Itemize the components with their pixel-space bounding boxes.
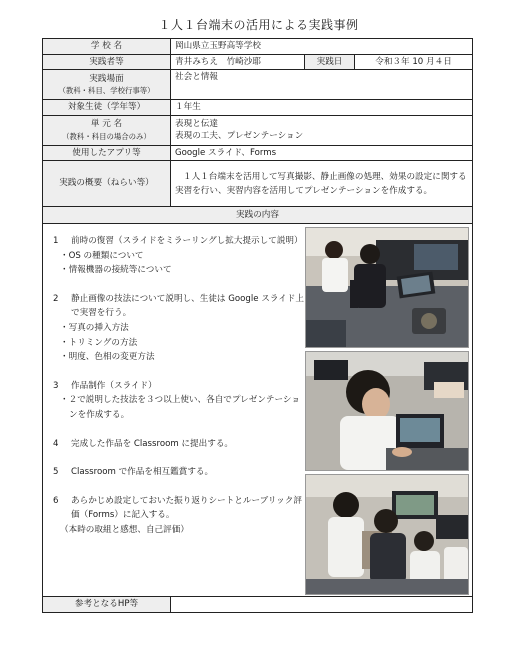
teacher-value: 青井みちえ 竹崎沙耶 bbox=[171, 54, 305, 70]
overview-label: 実践の概要（ねらい等） bbox=[43, 161, 171, 207]
step-sub-item: ・明度、色相の変更方法 bbox=[60, 352, 155, 363]
scene-label: 実践場面 bbox=[89, 73, 124, 84]
unit-label-cell bbox=[43, 115, 171, 145]
step-text: 静止画像の技法について説明し、生徒は Google スライド上で実習を行う。 bbox=[71, 293, 304, 319]
reference-label: 参考となるHP等 bbox=[43, 597, 171, 613]
step-item bbox=[49, 437, 305, 452]
practice-table bbox=[42, 38, 473, 613]
step-number: 1 bbox=[53, 236, 59, 246]
scene-value: 社会と情報 bbox=[171, 70, 473, 100]
row-reference bbox=[43, 597, 473, 613]
unit-value-line1: 表現と伝達 bbox=[175, 118, 218, 129]
step-number: 3 bbox=[53, 380, 59, 391]
apps-value: Google スライド、Forms bbox=[171, 145, 473, 161]
date-label: 実践日 bbox=[305, 54, 355, 70]
row-content-header bbox=[43, 207, 473, 224]
overview-value: １人１台端末を活用して写真撮影、静止画像の処理、効果の設定に関する実習を行い、実習内容を活用してプレゼンテーションを作成する。 bbox=[171, 161, 473, 207]
row-grade bbox=[43, 100, 473, 116]
step-number: 2 bbox=[53, 293, 59, 304]
row-teacher bbox=[43, 54, 473, 70]
scene-label-note: （教科・科目、学校行事等） bbox=[58, 86, 155, 96]
row-school bbox=[43, 39, 473, 55]
unit-value-line2: 表現の工夫、プレゼンテーション bbox=[175, 131, 304, 141]
step-number: 5 bbox=[53, 467, 59, 478]
row-apps bbox=[43, 145, 473, 161]
step-text: 作品制作（スライド） bbox=[71, 380, 157, 391]
content-header: 実践の内容 bbox=[43, 207, 473, 224]
unit-value-cell bbox=[171, 115, 473, 145]
step-item bbox=[49, 494, 305, 523]
step-spacer bbox=[49, 365, 305, 379]
school-value: 岡山県立玉野高等学校 bbox=[171, 39, 473, 55]
classroom-photo-2 bbox=[305, 351, 469, 471]
date-value: 令和３年 10 月４日 bbox=[355, 54, 473, 70]
grade-label: 対象生徒（学年等） bbox=[43, 100, 171, 116]
step-item bbox=[49, 465, 305, 480]
step-spacer bbox=[49, 278, 305, 292]
step-sub-item: ・トリミングの方法 bbox=[60, 337, 138, 348]
teacher-label: 実践者等 bbox=[43, 54, 171, 70]
step-text: あらかじめ設定しておいた振り返りシートとルーブリック評価（Forms）に記入する。 bbox=[71, 495, 302, 521]
step-text: 前時の復習（スライドをミラーリングし拡大提示して説明） bbox=[71, 236, 303, 246]
unit-label: 単 元 名 bbox=[90, 119, 123, 130]
step-text: Classroom で作品を相互鑑賞する。 bbox=[71, 467, 214, 478]
content-cell bbox=[43, 224, 473, 597]
row-scene bbox=[43, 70, 473, 100]
classroom-photo-1 bbox=[305, 227, 469, 348]
step-sub-item: ・OS の種類について bbox=[60, 250, 144, 261]
classroom-photo-3 bbox=[305, 474, 469, 595]
grade-value: １年生 bbox=[171, 100, 473, 116]
unit-label-note: （教科・科目の場合のみ） bbox=[62, 131, 151, 141]
scene-label-cell bbox=[43, 70, 171, 100]
school-label: 学 校 名 bbox=[43, 39, 171, 55]
row-unit bbox=[43, 115, 473, 145]
step-item bbox=[49, 292, 305, 321]
step-sub-item: ・情報機器の接続等について bbox=[60, 265, 172, 276]
reference-value bbox=[171, 597, 473, 613]
steps-list bbox=[49, 234, 305, 538]
step-spacer bbox=[49, 423, 305, 437]
step-sub-item: ・写真の挿入方法 bbox=[60, 322, 129, 333]
row-overview bbox=[43, 161, 473, 207]
row-content bbox=[43, 224, 473, 597]
step-sub-item: ・２で説明した技法を３つ以上使い、各自でプレゼンテーションを作成する。 bbox=[60, 395, 300, 420]
step-text: 完成した作品を Classroom に提出する。 bbox=[71, 438, 234, 449]
step-spacer bbox=[49, 451, 305, 465]
step-item bbox=[49, 234, 305, 249]
step-spacer bbox=[49, 480, 305, 494]
document-title: １人１台端末の活用による実践事例 bbox=[158, 18, 359, 32]
step-item bbox=[49, 379, 305, 394]
step-number: 4 bbox=[53, 438, 59, 449]
apps-label: 使用したアプリ等 bbox=[43, 145, 171, 161]
step-number: 6 bbox=[53, 495, 59, 506]
step-sub-item: （本時の取組と感想、自己評価） bbox=[60, 524, 189, 535]
